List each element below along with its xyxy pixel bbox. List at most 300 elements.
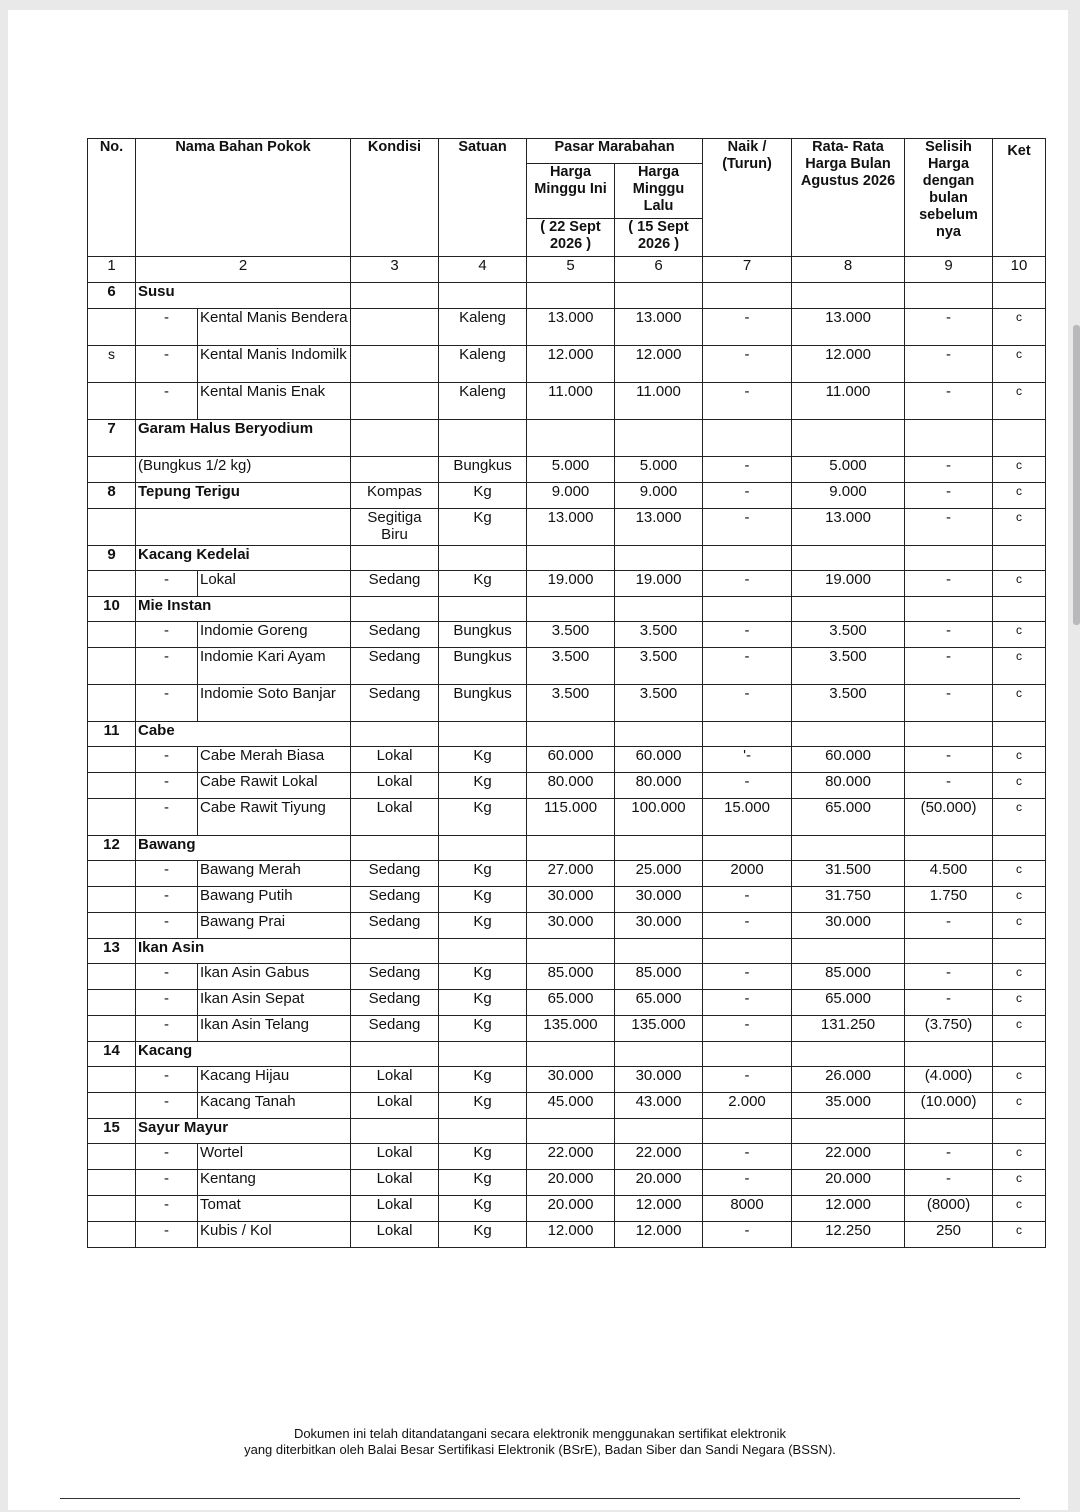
table-row	[88, 1067, 1046, 1093]
item-dash: -	[136, 887, 198, 913]
item-kondisi: Segitiga Biru	[351, 509, 439, 546]
item-number: 14	[88, 1042, 136, 1067]
item-name: Kubis / Kol	[198, 1222, 351, 1248]
item-name: Bawang Merah	[198, 861, 351, 887]
item-naik: -	[703, 571, 792, 597]
item-satuan: Kg	[439, 990, 527, 1016]
item-rata: 12.250	[792, 1222, 905, 1248]
item-kondisi: Lokal	[351, 1093, 439, 1119]
table-row	[88, 964, 1046, 990]
item-selisih: -	[905, 990, 993, 1016]
item-ket: c	[993, 309, 1046, 346]
item-selisih: -	[905, 571, 993, 597]
item-dash: -	[136, 571, 198, 597]
item-ket: c	[993, 799, 1046, 836]
item-number: 8	[88, 483, 136, 509]
item-kondisi: Lokal	[351, 747, 439, 773]
item-harga-ini: 20.000	[527, 1170, 615, 1196]
col-number: 7	[703, 257, 792, 283]
item-rata: 19.000	[792, 571, 905, 597]
item-harga-ini: 20.000	[527, 1196, 615, 1222]
item-harga-ini: 5.000	[527, 457, 615, 483]
item-selisih: 1.750	[905, 887, 993, 913]
item-kondisi: Sedang	[351, 1016, 439, 1042]
document-page	[8, 10, 1068, 1510]
table-row	[88, 747, 1046, 773]
item-harga-lalu: 12.000	[615, 346, 703, 383]
header-rata: Rata- Rata Harga Bulan Agustus 2026	[792, 139, 905, 257]
item-harga-ini: 60.000	[527, 747, 615, 773]
item-satuan: Kg	[439, 1222, 527, 1248]
footer-line-2: yang diterbitkan oleh Balai Besar Sertifikasi Elektronik (BSrE), Badan Siber dan Sandi Negara (BSSN).	[244, 1442, 836, 1457]
item-ket: c	[993, 1144, 1046, 1170]
item-rata: 31.500	[792, 861, 905, 887]
item-satuan: Kg	[439, 913, 527, 939]
item-name: Kacang Hijau	[198, 1067, 351, 1093]
item-name: Kental Manis Bendera	[198, 309, 351, 346]
header-tanggal-ini: ( 22 Sept 2026 )	[527, 219, 615, 257]
item-selisih: 250	[905, 1222, 993, 1248]
item-number: 15	[88, 1119, 136, 1144]
item-harga-ini: 30.000	[527, 913, 615, 939]
table-row	[88, 913, 1046, 939]
item-naik: -	[703, 383, 792, 420]
item-rata: 13.000	[792, 309, 905, 346]
col-number: 8	[792, 257, 905, 283]
item-ket: c	[993, 571, 1046, 597]
item-ket: c	[993, 1170, 1046, 1196]
item-harga-ini: 9.000	[527, 483, 615, 509]
item-ket: c	[993, 747, 1046, 773]
item-harga-ini: 30.000	[527, 887, 615, 913]
table-row	[88, 1093, 1046, 1119]
item-ket: c	[993, 383, 1046, 420]
item-ket: c	[993, 913, 1046, 939]
item-satuan: Bungkus	[439, 457, 527, 483]
item-satuan: Kg	[439, 1170, 527, 1196]
scrollbar-thumb[interactable]	[1073, 325, 1080, 625]
item-satuan: Bungkus	[439, 685, 527, 722]
item-ket: c	[993, 861, 1046, 887]
item-selisih: -	[905, 913, 993, 939]
table-row	[88, 648, 1046, 685]
item-name: Bawang Putih	[198, 887, 351, 913]
table-row	[88, 571, 1046, 597]
item-satuan: Kaleng	[439, 383, 527, 420]
item-kondisi: Sedang	[351, 648, 439, 685]
table-row	[88, 685, 1046, 722]
item-satuan: Kg	[439, 964, 527, 990]
item-harga-lalu: 25.000	[615, 861, 703, 887]
item-selisih: (8000)	[905, 1196, 993, 1222]
item-ket: c	[993, 1222, 1046, 1248]
header-harga-lalu: Harga Minggu Lalu	[615, 164, 703, 219]
table-row	[88, 457, 1046, 483]
item-rata: 60.000	[792, 747, 905, 773]
item-harga-lalu: 135.000	[615, 1016, 703, 1042]
item-harga-lalu: 43.000	[615, 1093, 703, 1119]
item-naik: -	[703, 1170, 792, 1196]
item-selisih: -	[905, 483, 993, 509]
col-number: 2	[136, 257, 351, 283]
category-name: Garam Halus Beryodium	[136, 420, 351, 457]
item-ket: c	[993, 964, 1046, 990]
item-naik: -	[703, 964, 792, 990]
item-satuan: Kg	[439, 887, 527, 913]
item-harga-ini: 3.500	[527, 648, 615, 685]
table-row	[88, 990, 1046, 1016]
item-dash: -	[136, 309, 198, 346]
header-harga-ini: Harga Minggu Ini	[527, 164, 615, 219]
item-harga-ini: 80.000	[527, 773, 615, 799]
item-dash: -	[136, 648, 198, 685]
item-name: Kental Manis Enak	[198, 383, 351, 420]
item-naik: -	[703, 309, 792, 346]
item-rata: 30.000	[792, 913, 905, 939]
item-rata: 5.000	[792, 457, 905, 483]
category-name: Ikan Asin	[136, 939, 351, 964]
item-naik: -	[703, 685, 792, 722]
item-name: (Bungkus 1/2 kg)	[136, 457, 351, 483]
item-ket: c	[993, 509, 1046, 546]
item-kondisi: Sedang	[351, 990, 439, 1016]
item-kondisi: Sedang	[351, 571, 439, 597]
item-satuan: Kg	[439, 773, 527, 799]
item-number: 13	[88, 939, 136, 964]
item-dash: -	[136, 990, 198, 1016]
item-name: Kental Manis Indomilk	[198, 346, 351, 383]
col-number: 6	[615, 257, 703, 283]
item-name: Lokal	[198, 571, 351, 597]
table-row	[88, 887, 1046, 913]
item-rata: 3.500	[792, 685, 905, 722]
header-tanggal-lalu: ( 15 Sept 2026 )	[615, 219, 703, 257]
item-harga-lalu: 12.000	[615, 1196, 703, 1222]
item-rata: 12.000	[792, 346, 905, 383]
category-name: Tepung Terigu	[136, 483, 351, 509]
item-selisih: (3.750)	[905, 1016, 993, 1042]
category-row	[88, 546, 1046, 571]
item-kondisi: Sedang	[351, 861, 439, 887]
item-harga-ini: 3.500	[527, 622, 615, 648]
table-row	[88, 1170, 1046, 1196]
header-naik: Naik / (Turun)	[703, 139, 792, 257]
header-selisih: Selisih Harga dengan bulan sebelum nya	[905, 139, 993, 257]
item-harga-ini: 65.000	[527, 990, 615, 1016]
item-selisih: -	[905, 964, 993, 990]
item-dash: -	[136, 747, 198, 773]
category-row	[88, 1042, 1046, 1067]
category-row	[88, 836, 1046, 861]
item-number: 7	[88, 420, 136, 457]
item-harga-lalu: 30.000	[615, 887, 703, 913]
item-satuan: Kg	[439, 1196, 527, 1222]
item-harga-ini: 85.000	[527, 964, 615, 990]
item-dash: -	[136, 1196, 198, 1222]
item-kondisi: Lokal	[351, 1170, 439, 1196]
category-row	[88, 939, 1046, 964]
item-number: 11	[88, 722, 136, 747]
item-naik: -	[703, 1144, 792, 1170]
item-rata: 65.000	[792, 990, 905, 1016]
item-harga-lalu: 3.500	[615, 622, 703, 648]
item-kondisi: Lokal	[351, 1196, 439, 1222]
category-name: Bawang	[136, 836, 351, 861]
item-harga-lalu: 65.000	[615, 990, 703, 1016]
item-dash: -	[136, 913, 198, 939]
item-naik: -	[703, 1067, 792, 1093]
category-row	[88, 722, 1046, 747]
item-number: 6	[88, 283, 136, 309]
item-kondisi: Sedang	[351, 964, 439, 990]
item-dash: -	[136, 1093, 198, 1119]
item-harga-lalu: 100.000	[615, 799, 703, 836]
header-kondisi: Kondisi	[351, 139, 439, 257]
table-row	[88, 509, 1046, 546]
category-row	[88, 597, 1046, 622]
item-dash: -	[136, 383, 198, 420]
item-dash: -	[136, 799, 198, 836]
item-ket: c	[993, 483, 1046, 509]
item-ket: c	[993, 457, 1046, 483]
item-harga-lalu: 3.500	[615, 648, 703, 685]
table-row	[88, 483, 1046, 509]
table-row	[88, 1016, 1046, 1042]
item-dash: -	[136, 622, 198, 648]
item-number: 9	[88, 546, 136, 571]
item-selisih: -	[905, 1170, 993, 1196]
header-no: No.	[88, 139, 136, 257]
item-ket: c	[993, 1196, 1046, 1222]
item-naik: -	[703, 648, 792, 685]
item-harga-lalu: 80.000	[615, 773, 703, 799]
item-naik: -	[703, 773, 792, 799]
item-naik: 2000	[703, 861, 792, 887]
item-harga-lalu: 30.000	[615, 913, 703, 939]
item-harga-lalu: 9.000	[615, 483, 703, 509]
item-harga-lalu: 13.000	[615, 309, 703, 346]
category-row	[88, 420, 1046, 457]
item-name: Cabe Rawit Lokal	[198, 773, 351, 799]
item-kondisi: Sedang	[351, 887, 439, 913]
item-rata: 65.000	[792, 799, 905, 836]
item-selisih: -	[905, 346, 993, 383]
col-number: 10	[993, 257, 1046, 283]
item-ket: c	[993, 887, 1046, 913]
item-harga-ini: 12.000	[527, 1222, 615, 1248]
item-name: Ikan Asin Sepat	[198, 990, 351, 1016]
bottom-divider	[60, 1498, 1020, 1499]
item-dash: -	[136, 346, 198, 383]
item-kondisi: Kompas	[351, 483, 439, 509]
item-name: Cabe Merah Biasa	[198, 747, 351, 773]
item-number: 10	[88, 597, 136, 622]
item-selisih: -	[905, 622, 993, 648]
table-row	[88, 1144, 1046, 1170]
category-name: Susu	[136, 283, 351, 309]
table-row	[88, 383, 1046, 420]
item-dash: -	[136, 1170, 198, 1196]
table-row	[88, 622, 1046, 648]
col-number: 5	[527, 257, 615, 283]
item-dash: -	[136, 1222, 198, 1248]
item-number: s	[88, 346, 136, 383]
item-name: Bawang Prai	[198, 913, 351, 939]
table-row	[88, 346, 1046, 383]
item-satuan: Kg	[439, 1067, 527, 1093]
item-harga-ini: 30.000	[527, 1067, 615, 1093]
item-selisih: -	[905, 457, 993, 483]
item-rata: 22.000	[792, 1144, 905, 1170]
item-kondisi: Lokal	[351, 1222, 439, 1248]
item-ket: c	[993, 773, 1046, 799]
item-name: Indomie Goreng	[198, 622, 351, 648]
item-harga-ini: 27.000	[527, 861, 615, 887]
item-satuan: Kg	[439, 483, 527, 509]
item-satuan: Kg	[439, 861, 527, 887]
item-harga-lalu: 30.000	[615, 1067, 703, 1093]
item-harga-ini: 13.000	[527, 509, 615, 546]
item-name: Kacang Tanah	[198, 1093, 351, 1119]
item-dash: -	[136, 685, 198, 722]
category-name: Mie Instan	[136, 597, 351, 622]
item-kondisi: Sedang	[351, 913, 439, 939]
category-name: Kacang	[136, 1042, 351, 1067]
item-satuan: Kg	[439, 1016, 527, 1042]
item-satuan: Kg	[439, 747, 527, 773]
item-rata: 35.000	[792, 1093, 905, 1119]
table-row	[88, 861, 1046, 887]
item-rata: 3.500	[792, 622, 905, 648]
item-rata: 26.000	[792, 1067, 905, 1093]
table-row	[88, 309, 1046, 346]
item-naik: -	[703, 346, 792, 383]
item-name: Wortel	[198, 1144, 351, 1170]
item-naik: -	[703, 509, 792, 546]
item-harga-lalu: 20.000	[615, 1170, 703, 1196]
item-ket: c	[993, 622, 1046, 648]
item-name: Indomie Soto Banjar	[198, 685, 351, 722]
item-naik: -	[703, 1222, 792, 1248]
item-name: Indomie Kari Ayam	[198, 648, 351, 685]
item-harga-ini: 115.000	[527, 799, 615, 836]
item-harga-lalu: 22.000	[615, 1144, 703, 1170]
item-naik: -	[703, 1016, 792, 1042]
item-harga-ini: 135.000	[527, 1016, 615, 1042]
item-selisih: -	[905, 1144, 993, 1170]
item-satuan: Bungkus	[439, 622, 527, 648]
item-rata: 20.000	[792, 1170, 905, 1196]
item-naik: 2.000	[703, 1093, 792, 1119]
item-name: Kentang	[198, 1170, 351, 1196]
item-selisih: -	[905, 747, 993, 773]
item-dash: -	[136, 1067, 198, 1093]
item-naik: -	[703, 990, 792, 1016]
item-harga-lalu: 85.000	[615, 964, 703, 990]
category-row	[88, 283, 1046, 309]
item-selisih: -	[905, 648, 993, 685]
table-row	[88, 773, 1046, 799]
table-row	[88, 799, 1046, 836]
item-harga-ini: 12.000	[527, 346, 615, 383]
item-naik: -	[703, 457, 792, 483]
table-row	[88, 1222, 1046, 1248]
item-ket: c	[993, 990, 1046, 1016]
price-table	[87, 138, 1046, 1248]
header-nama: Nama Bahan Pokok	[136, 139, 351, 257]
item-ket: c	[993, 1067, 1046, 1093]
item-naik: '-	[703, 747, 792, 773]
item-dash: -	[136, 773, 198, 799]
item-dash: -	[136, 1144, 198, 1170]
item-kondisi: Lokal	[351, 1144, 439, 1170]
item-harga-ini: 13.000	[527, 309, 615, 346]
item-rata: 9.000	[792, 483, 905, 509]
item-selisih: (4.000)	[905, 1067, 993, 1093]
item-ket: c	[993, 648, 1046, 685]
item-selisih: -	[905, 309, 993, 346]
category-row	[88, 1119, 1046, 1144]
item-satuan: Kg	[439, 799, 527, 836]
header-ket: Ket	[993, 139, 1046, 257]
item-harga-lalu: 60.000	[615, 747, 703, 773]
item-harga-ini: 45.000	[527, 1093, 615, 1119]
item-ket: c	[993, 1016, 1046, 1042]
item-satuan: Kg	[439, 1093, 527, 1119]
item-satuan: Kg	[439, 571, 527, 597]
item-name: Ikan Asin Gabus	[198, 964, 351, 990]
item-ket: c	[993, 1093, 1046, 1119]
item-kondisi: Sedang	[351, 685, 439, 722]
signature-footer	[0, 1426, 1080, 1458]
item-rata: 31.750	[792, 887, 905, 913]
col-number: 1	[88, 257, 136, 283]
item-kondisi: Lokal	[351, 773, 439, 799]
col-number: 9	[905, 257, 993, 283]
item-name: Tomat	[198, 1196, 351, 1222]
item-naik: 8000	[703, 1196, 792, 1222]
item-rata: 131.250	[792, 1016, 905, 1042]
item-satuan: Kaleng	[439, 309, 527, 346]
header-satuan: Satuan	[439, 139, 527, 257]
item-rata: 80.000	[792, 773, 905, 799]
item-naik: -	[703, 622, 792, 648]
category-name: Kacang Kedelai	[136, 546, 351, 571]
item-harga-lalu: 5.000	[615, 457, 703, 483]
item-rata: 85.000	[792, 964, 905, 990]
item-dash: -	[136, 964, 198, 990]
item-harga-lalu: 3.500	[615, 685, 703, 722]
item-harga-lalu: 12.000	[615, 1222, 703, 1248]
item-selisih: -	[905, 773, 993, 799]
item-harga-lalu: 13.000	[615, 509, 703, 546]
item-naik: -	[703, 483, 792, 509]
item-naik: 15.000	[703, 799, 792, 836]
category-name: Cabe	[136, 722, 351, 747]
item-dash: -	[136, 1016, 198, 1042]
footer-line-1: Dokumen ini telah ditandatangani secara elektronik menggunakan sertifikat elektronik	[293, 1426, 787, 1441]
item-rata: 12.000	[792, 1196, 905, 1222]
item-selisih: 4.500	[905, 861, 993, 887]
item-rata: 11.000	[792, 383, 905, 420]
item-harga-ini: 19.000	[527, 571, 615, 597]
table-row	[88, 1196, 1046, 1222]
item-number: 12	[88, 836, 136, 861]
item-harga-ini: 22.000	[527, 1144, 615, 1170]
category-name: Sayur Mayur	[136, 1119, 351, 1144]
col-number: 4	[439, 257, 527, 283]
item-selisih: -	[905, 509, 993, 546]
